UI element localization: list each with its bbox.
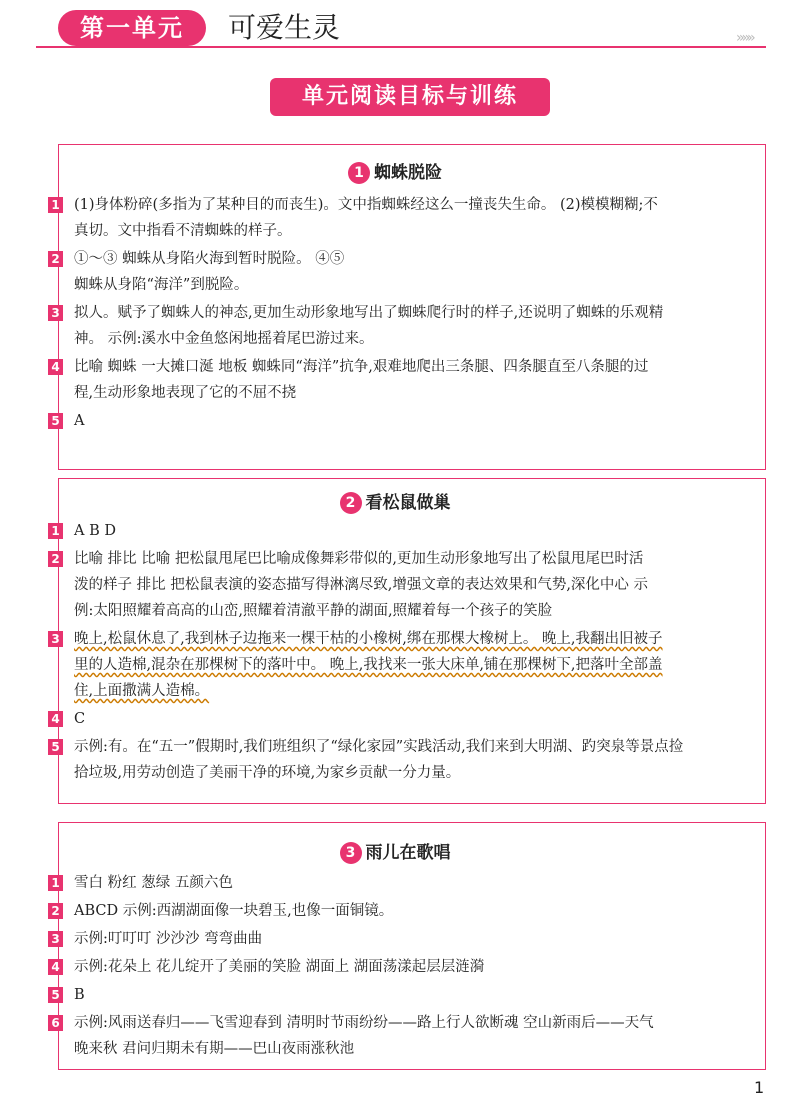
answer-item: 4 示例:花朵上 花儿绽开了美丽的笑脸 湖面上 湖面荡漾起层层涟漪 (48, 954, 760, 980)
unit-label: 第一单元 (58, 10, 206, 46)
question-number-badge: 1 (48, 875, 63, 891)
chevron-right-icon: »»» (736, 30, 753, 46)
answer-item: 1 雪白 粉红 葱绿 五颜六色 (48, 870, 760, 896)
answer-item: 4 比喻 蜘蛛 一大摊口涎 地板 蜘蛛同“海洋”抗争,艰难地爬出三条腿、四条腿直至八条腿的过 程,生动形象地表现了它的不屈不挠 (48, 354, 760, 406)
header-divider (36, 46, 766, 48)
question-number-badge: 1 (48, 197, 63, 213)
answer-item: 2 ①～③ 蜘蛛从身陷火海到暂时脱险。 ④⑤ 蜘蛛从身陷“海洋”到脱险。 (48, 246, 760, 298)
section-3-title: 3 雨儿在歌唱 (0, 838, 790, 864)
question-number-badge: 3 (48, 305, 63, 321)
answer-item: 1 (1)身体粉碎(多指为了某种目的而丧生)。文中指蜘蛛经这么一撞丧失生命。 (2)模模糊糊;不 真切。文中指看不清蜘蛛的样子。 (48, 192, 760, 244)
question-number-badge: 4 (48, 959, 63, 975)
question-number-badge: 2 (48, 551, 63, 567)
answer-item: 3 示例:叮叮叮 沙沙沙 弯弯曲曲 (48, 926, 760, 952)
question-number-badge: 5 (48, 987, 63, 1003)
question-number-badge: 5 (48, 739, 63, 755)
answer-item: 4 C (48, 706, 760, 732)
section-banner: 单元阅读目标与训练 (270, 78, 550, 116)
question-number-badge: 2 (48, 903, 63, 919)
answer-item: 3 拟人。赋予了蜘蛛人的神态,更加生动形象地写出了蜘蛛爬行时的样子,还说明了蜘蛛的乐观精 神。 示例:溪水中金鱼悠闲地摇着尾巴游过来。 (48, 300, 760, 352)
answer-item: 5 示例:有。在“五一”假期时,我们班组织了“绿化家园”实践活动,我们来到大明湖、趵突泉等景点捡 拾垃圾,用劳动创造了美丽干净的环境,为家乡贡献一分力量。 (48, 734, 760, 786)
answer-item: 6 示例:风雨送春归——飞雪迎春到 清明时节雨纷纷——路上行人欲断魂 空山新雨后——天气 晚来秋 君问归期未有期——巴山夜雨涨秋池 (48, 1010, 760, 1062)
question-number-badge: 3 (48, 931, 63, 947)
answer-item: 2 ABCD 示例:西湖湖面像一块碧玉,也像一面铜镜。 (48, 898, 760, 924)
section-2-title: 2 看松鼠做巢 (0, 488, 790, 514)
answer-item: 1 A B D (48, 518, 760, 544)
answer-item: 3 晚上,松鼠休息了,我到林子边拖来一棵干枯的小橡树,绑在那棵大橡树上。 晚上,我翻出旧被子 里的人造棉,混杂在那棵树下的落叶中。 晚上,我找来一张大床单,铺在那棵树下,把落叶全部盖 住,上面撒满人造棉。 (48, 626, 760, 704)
answer-item: 5 B (48, 982, 760, 1008)
answer-item: 5 A (48, 408, 760, 434)
question-number-badge: 4 (48, 359, 63, 375)
section-number-badge: 1 (348, 162, 370, 184)
question-number-badge: 2 (48, 251, 63, 267)
question-number-badge: 4 (48, 711, 63, 727)
section-1-title: 1 蜘蛛脱险 (0, 158, 790, 184)
question-number-badge: 6 (48, 1015, 63, 1031)
unit-title: 可爱生灵 (228, 11, 341, 44)
answer-item: 2 比喻 排比 比喻 把松鼠甩尾巴比喻成像舞彩带似的,更加生动形象地写出了松鼠甩尾巴时活 泼的样子 排比 把松鼠表演的姿态描写得淋漓尽致,增强文章的表达效果和气势,深化中心 示 例:太阳照耀着高高的山峦,照耀着清澈平静的湖面,照耀着每一个孩子的笑脸 (48, 546, 760, 624)
question-number-badge: 3 (48, 631, 63, 647)
section-number-badge: 3 (340, 842, 362, 864)
page-number: 1 (754, 1078, 765, 1097)
question-number-badge: 5 (48, 413, 63, 429)
question-number-badge: 1 (48, 523, 63, 539)
section-number-badge: 2 (340, 492, 362, 514)
